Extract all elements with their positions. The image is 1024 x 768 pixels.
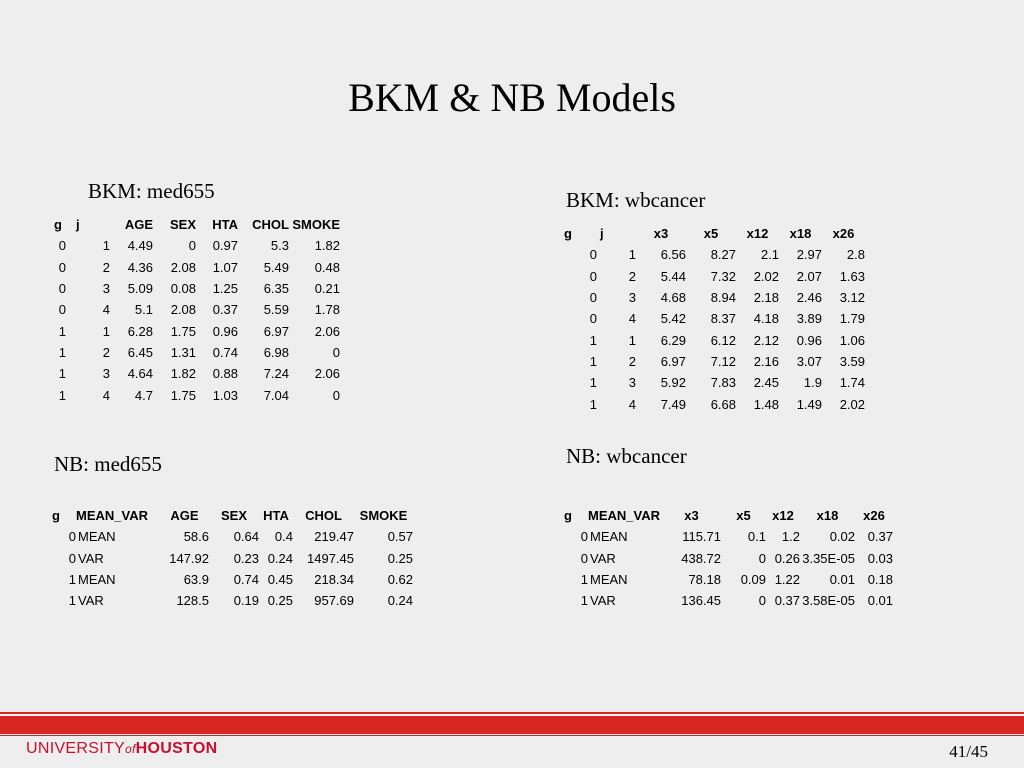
bkm-wbcancer-table	[562, 223, 865, 415]
col-header-j: j	[600, 226, 604, 242]
table-cell: MEAN	[590, 529, 628, 545]
col-header-x3: x3	[684, 508, 699, 524]
table-cell: 1	[58, 387, 66, 403]
table-cell: 128.5	[176, 593, 209, 609]
table-cell: 0.21	[314, 281, 340, 297]
col-header-x5: x5	[736, 508, 751, 524]
table-cell: 1	[580, 593, 588, 609]
table-cell: 1	[589, 353, 597, 369]
table-cell: 7.49	[660, 396, 686, 412]
table-cell: 5.92	[660, 375, 686, 391]
table-cell: 2.12	[753, 332, 779, 348]
table-cell: 1	[628, 247, 636, 263]
col-header-hta: HTA	[212, 217, 238, 233]
table-row	[50, 320, 340, 341]
nb-med655-table	[50, 505, 413, 611]
table-cell: 1	[68, 593, 76, 609]
col-header-sex: SEX	[220, 508, 247, 524]
table-cell: 3	[102, 281, 110, 297]
table-cell: 78.18	[688, 572, 721, 588]
table-row	[562, 351, 865, 372]
table-cell: VAR	[590, 593, 616, 609]
table-row	[562, 590, 893, 611]
col-header-x26: x26	[863, 508, 885, 524]
table-cell: MEAN	[590, 572, 628, 588]
table-cell: 2.06	[314, 323, 340, 339]
col-header-g: g	[564, 226, 572, 242]
col-header-chol: CHOL	[305, 508, 342, 524]
table-cell: 0.57	[387, 529, 413, 545]
table-cell: 1.82	[170, 366, 196, 382]
table-cell: 0.08	[170, 281, 196, 297]
table-cell: 2.08	[170, 259, 196, 275]
table-cell: 0	[58, 259, 66, 275]
table-cell: 5.49	[263, 259, 289, 275]
logo-university: UNIVERSITY	[26, 740, 126, 757]
col-header-mean-var: MEAN_VAR	[588, 508, 660, 524]
table-cell: 6.29	[660, 332, 686, 348]
table-row	[50, 257, 340, 278]
table-cell: 5.59	[263, 302, 289, 318]
col-header-g: g	[564, 508, 572, 524]
table-row	[50, 590, 413, 611]
table-cell: 1.63	[839, 268, 865, 284]
table-cell: 0.97	[212, 238, 238, 254]
table-cell: 2.08	[170, 302, 196, 318]
table-cell: 1.74	[839, 375, 865, 391]
table-row	[562, 548, 893, 569]
table-cell: 0	[58, 238, 66, 254]
table-cell: 136.45	[681, 593, 721, 609]
table-cell: 0.74	[212, 344, 238, 360]
table-cell: 1.9	[803, 375, 822, 391]
table-row	[562, 393, 865, 414]
table-cell: VAR	[590, 550, 616, 566]
table-cell: 4.7	[134, 387, 153, 403]
table-row	[50, 342, 340, 363]
table-cell: 8.94	[710, 290, 736, 306]
bkm-wbcancer-heading: BKM: wbcancer	[566, 188, 706, 212]
table-cell: 5.3	[270, 238, 289, 254]
table-cell: 5.09	[127, 281, 153, 297]
col-header-smoke: SMOKE	[359, 508, 408, 524]
table-cell: 2	[628, 353, 636, 369]
table-cell: 2	[628, 268, 636, 284]
table-cell: 2.07	[796, 268, 822, 284]
table-cell: 3	[102, 366, 110, 382]
table-cell: 0.02	[829, 529, 855, 545]
table-body	[562, 526, 893, 611]
table-cell: 2.06	[314, 366, 340, 382]
table-row	[562, 526, 893, 547]
table-cell: 0.01	[829, 572, 855, 588]
table-cell: 3.35E-05	[802, 550, 855, 566]
table-cell: 4.68	[660, 290, 686, 306]
table-cell: MEAN	[78, 572, 116, 588]
col-header-age: AGE	[170, 508, 199, 524]
table-cell: 4.36	[127, 259, 153, 275]
table-cell: 1	[589, 375, 597, 391]
logo-of: of	[125, 742, 136, 756]
table-cell: 0	[580, 550, 588, 566]
table-body	[562, 244, 865, 414]
table-body	[50, 235, 340, 405]
col-header-x3: x3	[653, 226, 669, 242]
table-row	[562, 287, 865, 308]
table-cell: 58.6	[183, 529, 209, 545]
table-cell: 1	[589, 396, 597, 412]
table-cell: 0	[580, 529, 588, 545]
table-cell: 3.58E-05	[802, 593, 855, 609]
table-cell: 0.37	[212, 302, 238, 318]
table-cell: 0.45	[267, 572, 293, 588]
table-cell: 0.25	[387, 550, 413, 566]
table-cell: 2	[102, 259, 110, 275]
table-cell: 1.78	[314, 302, 340, 318]
table-cell: 1.79	[839, 311, 865, 327]
table-cell: 6.45	[127, 344, 153, 360]
table-cell: 7.12	[710, 353, 736, 369]
table-cell: 3	[628, 375, 636, 391]
table-cell: 0.09	[740, 572, 766, 588]
table-cell: 0.19	[233, 593, 259, 609]
table-cell: 219.47	[314, 529, 354, 545]
table-cell: 3.12	[839, 290, 865, 306]
table-cell: 0	[589, 268, 597, 284]
table-cell: 2.97	[796, 247, 822, 263]
table-cell: 0	[758, 550, 766, 566]
table-cell: VAR	[78, 593, 104, 609]
table-cell: 0.18	[867, 572, 893, 588]
table-cell: 1.2	[781, 529, 800, 545]
table-cell: MEAN	[78, 529, 116, 545]
table-cell: 0.4	[274, 529, 293, 545]
col-header-mean-var: MEAN_VAR	[76, 508, 148, 524]
table-cell: 0	[188, 238, 196, 254]
col-header-x5: x5	[703, 226, 719, 242]
table-cell: 4	[628, 311, 636, 327]
table-cell: 4	[102, 302, 110, 318]
table-cell: 2.16	[753, 353, 779, 369]
table-cell: 3.59	[839, 353, 865, 369]
table-row	[50, 548, 413, 569]
table-cell: 0	[589, 247, 597, 263]
table-cell: 6.98	[263, 344, 289, 360]
table-row	[562, 569, 893, 590]
table-cell: 0	[58, 281, 66, 297]
table-cell: 2.8	[846, 247, 865, 263]
table-cell: 2	[102, 344, 110, 360]
col-header-x18: x18	[816, 508, 839, 524]
table-cell: 2.1	[760, 247, 779, 263]
table-cell: 1	[102, 323, 110, 339]
table-cell: 1.25	[212, 281, 238, 297]
footer-red-bar	[0, 716, 1024, 734]
table-cell: 7.32	[710, 268, 736, 284]
table-row	[50, 235, 340, 256]
table-row	[50, 526, 413, 547]
table-cell: 147.92	[169, 550, 209, 566]
col-header-sex: SEX	[169, 217, 196, 233]
table-cell: 1	[628, 332, 636, 348]
table-cell: 4.18	[753, 311, 779, 327]
footer-divider-line	[0, 735, 1024, 736]
table-cell: 0.25	[267, 593, 293, 609]
table-row	[50, 569, 413, 590]
table-row	[50, 299, 340, 320]
table-cell: 0	[332, 387, 340, 403]
table-cell: 0	[68, 550, 76, 566]
col-header-j: j	[76, 217, 80, 233]
university-of-houston-logo	[26, 740, 217, 758]
nb-med655-heading: NB: med655	[54, 452, 162, 476]
table-cell: 1	[580, 572, 588, 588]
table-cell: 3	[628, 290, 636, 306]
table-cell: 6.97	[263, 323, 289, 339]
table-cell: 0.24	[387, 593, 413, 609]
table-cell: 438.72	[681, 550, 721, 566]
table-cell: 8.27	[710, 247, 736, 263]
table-cell: 1.48	[753, 396, 779, 412]
table-cell: 4	[628, 396, 636, 412]
table-cell: 0.48	[314, 259, 340, 275]
table-cell: 63.9	[183, 572, 209, 588]
nb-wbcancer-heading: NB: wbcancer	[566, 444, 687, 468]
table-cell: 1.31	[170, 344, 196, 360]
table-cell: 6.68	[710, 396, 736, 412]
table-cell: 1497.45	[307, 550, 354, 566]
table-row	[562, 244, 865, 265]
slide-title: BKM & NB Models	[348, 75, 676, 120]
nb-wbcancer-table	[562, 505, 893, 611]
table-cell: 0.96	[796, 332, 822, 348]
table-cell: 1.82	[314, 238, 340, 254]
table-cell: 115.71	[682, 529, 721, 545]
table-cell: 0.37	[774, 593, 800, 609]
table-cell: 5.42	[660, 311, 686, 327]
table-cell: 7.83	[710, 375, 736, 391]
table-cell: 2.46	[796, 290, 822, 306]
table-cell: 5.1	[134, 302, 153, 318]
table-cell: 1.22	[774, 572, 800, 588]
col-header-g: g	[54, 217, 62, 233]
page-number: 41/45	[949, 742, 988, 761]
table-row	[562, 266, 865, 287]
footer-divider-thin	[0, 712, 1024, 714]
table-row	[50, 278, 340, 299]
table-cell: 6.97	[660, 353, 686, 369]
table-body	[50, 526, 413, 611]
table-cell: 0	[58, 302, 66, 318]
table-cell: 1.75	[170, 323, 196, 339]
table-cell: 3.89	[796, 311, 822, 327]
table-cell: 8.37	[710, 311, 736, 327]
table-cell: 0.01	[867, 593, 893, 609]
table-cell: VAR	[78, 550, 104, 566]
table-cell: 1.49	[796, 396, 822, 412]
table-row	[50, 384, 340, 405]
table-cell: 0.26	[774, 550, 800, 566]
col-header-x12: x12	[746, 226, 769, 242]
bkm-med655-table	[50, 214, 340, 406]
table-cell: 1.07	[212, 259, 238, 275]
col-header-chol: CHOL	[252, 217, 289, 233]
table-cell: 1	[58, 323, 66, 339]
table-cell: 1.03	[212, 387, 238, 403]
table-cell: 0.74	[233, 572, 259, 588]
table-cell: 1	[58, 344, 66, 360]
table-row	[562, 329, 865, 350]
table-cell: 0.03	[867, 550, 893, 566]
table-cell: 4	[102, 387, 110, 403]
table-cell: 7.04	[263, 387, 289, 403]
col-header-age: AGE	[124, 217, 153, 233]
table-cell: 0.37	[867, 529, 893, 545]
table-cell: 957.69	[314, 593, 354, 609]
table-cell: 3.07	[796, 353, 822, 369]
table-cell: 4.64	[127, 366, 153, 382]
table-cell: 1.75	[170, 387, 196, 403]
bkm-med655-heading: BKM: med655	[88, 179, 215, 203]
table-cell: 1	[102, 238, 110, 254]
table-cell: 0	[589, 290, 597, 306]
table-cell: 2.45	[753, 375, 779, 391]
logo-houston: HOUSTON	[135, 740, 218, 757]
table-cell: 2.02	[753, 268, 779, 284]
table-cell: 0.88	[212, 366, 238, 382]
table-cell: 1	[58, 366, 66, 382]
table-cell: 0.23	[233, 550, 259, 566]
table-cell: 218.34	[314, 572, 354, 588]
table-cell: 0.62	[387, 572, 413, 588]
col-header-hta: HTA	[263, 508, 289, 524]
table-row	[50, 363, 340, 384]
table-cell: 1.06	[839, 332, 865, 348]
table-cell: 7.24	[263, 366, 289, 382]
table-cell: 6.12	[710, 332, 736, 348]
col-header-x18: x18	[789, 226, 812, 242]
col-header-x26: x26	[832, 226, 855, 242]
table-cell: 0	[589, 311, 597, 327]
table-cell: 6.35	[263, 281, 289, 297]
table-cell: 1	[589, 332, 597, 348]
table-cell: 6.28	[127, 323, 153, 339]
table-cell: 2.18	[753, 290, 779, 306]
col-header-g: g	[52, 508, 60, 524]
table-cell: 0.64	[233, 529, 259, 545]
table-cell: 4.49	[127, 238, 153, 254]
table-cell: 2.02	[839, 396, 865, 412]
table-row	[562, 308, 865, 329]
table-cell: 5.44	[660, 268, 686, 284]
table-cell: 0.1	[747, 529, 766, 545]
table-cell: 0	[68, 529, 76, 545]
col-header-smoke: SMOKE	[292, 217, 340, 233]
table-row	[562, 372, 865, 393]
table-cell: 0.96	[212, 323, 238, 339]
col-header-x12: x12	[772, 508, 794, 524]
table-cell: 6.56	[660, 247, 686, 263]
table-cell: 0.24	[267, 550, 293, 566]
table-cell: 0	[758, 593, 766, 609]
table-cell: 0	[332, 344, 340, 360]
table-cell: 1	[68, 572, 76, 588]
